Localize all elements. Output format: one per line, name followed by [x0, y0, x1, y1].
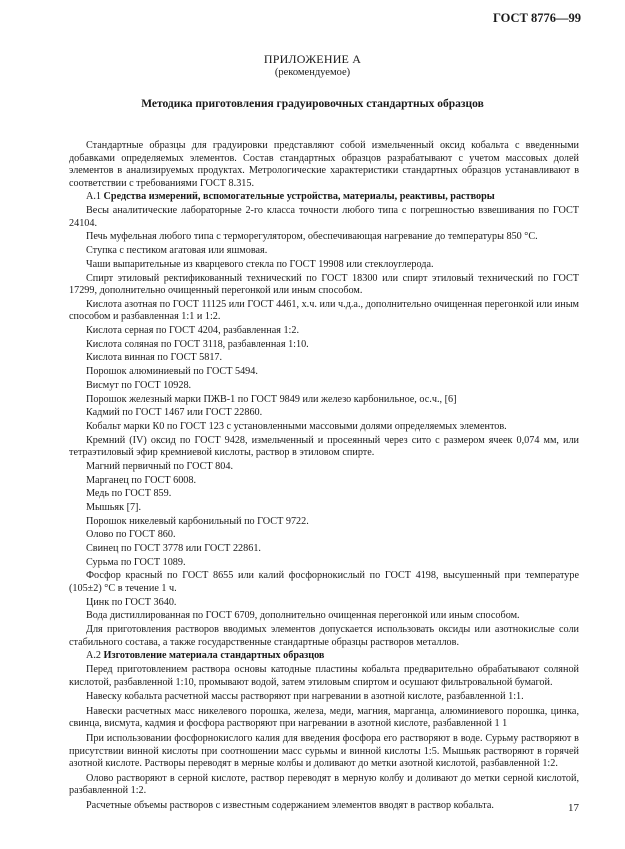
list-item: Кислота винная по ГОСТ 5817. — [86, 352, 223, 364]
list-item: Навески расчетных масс никелевого порошка, железа, меди, магния, марганца, алюминиевого порошка, цинка, свинца, висмута, кадмия и фосфора растворяют при нагревании в азотной кислоте, разбавленной 1 1 — [69, 705, 579, 730]
list-item: Марганец по ГОСТ 6008. — [86, 474, 197, 486]
list-item: Вода дистиллированная по ГОСТ 6709, дополнительно очищенная перегонкой или иным способом. — [86, 610, 520, 622]
section-heading — [69, 191, 579, 204]
document-code-header: ГОСТ 8776—99 — [492, 11, 581, 25]
list-item: При использовании фосфорнокислого калия для введения фосфора его растворяют в воде. Сурьму растворяют в присутствии винной кислоты при соотношении масс сурьмы и винной кислоты 1:5. Мышьяк растворяют в горячей азотной кислоте. Растворы переводят в мерные колбы и доливают до метки азотной кислотой, разбавленной 1:2. — [69, 732, 579, 770]
list-item: Висмут по ГОСТ 10928. — [86, 379, 192, 391]
section-number: А.2 — [86, 650, 101, 662]
list-item: Чаши выпарительные из кварцевого стекла по ГОСТ 19908 или стеклоуглерода. — [86, 258, 434, 270]
list-item: Олово растворяют в серной кислоте, раствор переводят в мерную колбу и доливают до метки серной кислотой, разбавленной 1:2. — [69, 772, 579, 797]
list-item: Кадмий по ГОСТ 1467 или ГОСТ 22860. — [86, 407, 263, 419]
list-item: Кремний (IV) оксид по ГОСТ 9428, измельченный и просеянный через сито с размером ячеек 0,074 мм, или тетраэтиловый эфир кремниевой кислоты, раствор в этиловом спирте. — [69, 434, 579, 459]
list-item: Кобальт марки К0 по ГОСТ 123 с установленными массовыми долями определяемых элементов. — [86, 420, 507, 432]
list-item: Навеску кобальта расчетной массы растворяют при нагревании в азотной кислоте, разбавленной 1:1. — [86, 691, 524, 703]
list-item: Расчетные объемы растворов с известным содержанием элементов вводят в раствор кобальта. — [86, 799, 494, 811]
section-title: Изготовление материала стандартных образцов — [103, 650, 325, 662]
section-heading — [69, 650, 579, 663]
list-item: Перед приготовлением раствора основы катодные пластины кобальта предварительно обрабатывают соляной кислотой, разбавленной 1:10, промывают водой, затем этиловым спиртом и осушают фильтровальной бумагой. — [69, 663, 579, 688]
list-item: Весы аналитические лабораторные 2-го класса точности любого типа с погрешностью взвешивания по ГОСТ 24104. — [69, 205, 579, 229]
appendix-subtitle: (рекомендуемое) — [274, 67, 351, 78]
section-number: А.1 — [86, 191, 101, 203]
list-item: Олово по ГОСТ 860. — [86, 529, 176, 541]
list-item: Печь муфельная любого типа с терморегулятором, обеспечивающая нагревание до температуры 850 °С. — [86, 231, 538, 243]
list-item: Кислота соляная по ГОСТ 3118, разбавленная 1:10. — [86, 338, 309, 350]
list-item: Фосфор красный по ГОСТ 8655 или калий фосфорнокислый по ГОСТ 4198, высушенный при температуре (105±2) °С в течение 1 ч. — [69, 570, 579, 594]
list-item: Для приготовления растворов вводимых элементов допускается использовать оксиды или азотнокислые соли стабильного состава, а также государственные стандартные образцы растворов металлов. — [69, 624, 579, 648]
list-item: Спирт этиловый ректификованный технический по ГОСТ 18300 или спирт этиловый технический по ГОСТ 17299, дополнительно очищенный перегонкой или иным способом. — [69, 272, 579, 297]
appendix-title: ПРИЛОЖЕНИЕ А — [263, 52, 362, 66]
list-item: Кислота азотная по ГОСТ 11125 или ГОСТ 4461, х.ч. или ч.д.а., дополнительно очищенная перегонкой или иным способом и разбавленная 1:1 и 1:2. — [69, 298, 579, 323]
list-item: Свинец по ГОСТ 3778 или ГОСТ 22861. — [86, 542, 261, 554]
list-item: Магний первичный по ГОСТ 804. — [86, 460, 234, 472]
list-item: Порошок алюминиевый по ГОСТ 5494. — [86, 366, 258, 378]
list-item: Ступка с пестиком агатовая или яшмовая. — [86, 245, 268, 257]
body-text — [69, 140, 579, 814]
list-item: Кислота серная по ГОСТ 4204, разбавленная 1:2. — [86, 325, 300, 337]
page-number: 17 — [568, 802, 579, 814]
list-item: Порошок никелевый карбонильный по ГОСТ 9722. — [86, 515, 309, 527]
list-item: Мышьяк [7]. — [86, 501, 142, 513]
method-heading: Методика приготовления градуировочных стандартных образцов — [141, 98, 484, 110]
list-item: Цинк по ГОСТ 3640. — [86, 596, 177, 608]
list-item: Медь по ГОСТ 859. — [86, 488, 172, 500]
intro-paragraph: Стандартные образцы для градуировки представляют собой измельченный оксид кобальта с введенными добавками определяемых элементов. Состав стандартных образцов разрабатывают с учетом массовых долей элементов в анализируемых продуктах. Метрологические характеристики стандартных образцов устанавливают в соответствии с требованиями ГОСТ 8.315. — [69, 140, 579, 189]
section-title: Средства измерений, вспомогательные устройства, материалы, реактивы, растворы — [103, 191, 495, 203]
list-item: Сурьма по ГОСТ 1089. — [86, 556, 186, 568]
list-item: Порошок железный марки ПЖВ-1 по ГОСТ 9849 или железо карбонильное, ос.ч., [6] — [86, 393, 457, 405]
